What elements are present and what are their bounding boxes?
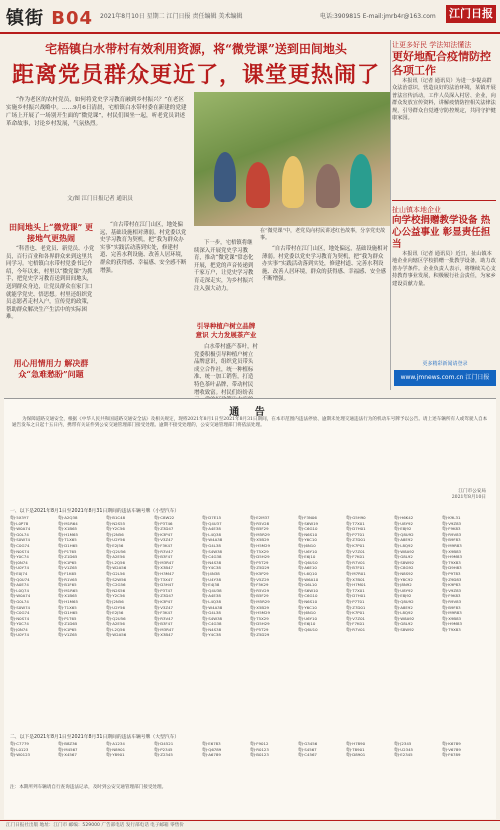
plate-entry: 粤J·D8901 — [346, 752, 366, 758]
plate-entry: 粤J·N4S38 — [202, 626, 222, 632]
plate-entry: 粤J·J0N74 — [10, 626, 28, 632]
plate-entry: 粤J·V3Z47 — [154, 537, 174, 543]
plate-entry: 粤J·T7X01 — [346, 587, 365, 593]
plate-entry: 粤J·C7779 — [10, 741, 29, 746]
plate-entry: 粤J·R7V01 — [346, 626, 366, 632]
plate-entry: 粤J·H3M47 — [154, 570, 174, 576]
plate-entry: 粤J·X1B65 — [58, 526, 78, 532]
plate-entry: 粤J·G4L38 — [202, 542, 221, 548]
article-lead: “作为老区的农村党员，如何将党史学习教育融到乡村振兴？”在老区实施乡村振兴战略中。……9月6日清晨，宅梧镇白水带村委在新建的党建广场上开展了一场别开生面的“微党课”，村民们围坐一起，听老党员讲述革命故事，讨论乡村发展，气氛热烈。 — [6, 97, 187, 127]
plate-entry: 粤J·T8901 — [346, 746, 365, 752]
plate-entry: 粤J·M5R29 — [250, 531, 270, 537]
plate-entry: 粤J·L8Q92 — [394, 542, 413, 548]
sidebar-title-1: 更好地配合疫情防控各项工作 — [392, 50, 491, 77]
plate-entry: 粤J·X4567 — [58, 752, 77, 758]
plate-grid-1 — [10, 515, 490, 638]
plate-entry: 粤J·G3456 — [298, 741, 318, 746]
header-contact: 电话:3909815 E-mail:jmrb4r@163.com — [320, 13, 436, 20]
plate-entry: 粤J·U2345 — [394, 746, 414, 752]
plate-entry: 粤J·A6789 — [202, 752, 221, 758]
notice-title: 通 告 — [229, 407, 271, 418]
plate-entry: 粤J·Z1D65 — [58, 554, 78, 560]
plate-entry: 粤J·L4Q38 — [202, 598, 221, 604]
plate-entry: 粤J·H1M65 — [58, 598, 78, 604]
plate-entry: 粤J·W0123 — [10, 752, 31, 758]
plate-entry: 粤J·P5T29 — [250, 626, 269, 632]
plate-entry: 粤J·W4A38 — [202, 604, 223, 610]
plate-entry: 粤J·P3T47 — [154, 587, 173, 593]
plate-entry: 粤J·U0Y74 — [10, 632, 29, 638]
plate-entry: 粤J·N0S74 — [10, 615, 30, 621]
plate-entry: 粤J·R5V28 — [250, 520, 270, 526]
plate-entry: 粤J·G0L74 — [10, 531, 29, 537]
plate-entry: 粤J·Z5D29 — [250, 565, 270, 571]
plate-entry: 粤J·S4W38 — [202, 548, 223, 554]
plate-entry: 粤J·R5V29 — [250, 587, 270, 593]
plate-entry: 粤J·R3V47 — [154, 615, 174, 621]
sidebar-body-2: 本报讯（记者 通讯员）近日，扯山镇本地企业向辖区学校捐赠一批教学设备，助力改善办学条件。企业负责人表示，将继续关心支持教育事业发展，积极履行社会责任，为家乡建设贡献力量。 — [392, 251, 496, 287]
plate-entry: 粤J·D7H01 — [346, 526, 366, 532]
header-meta: 2021年8月10日 星期二 江门日报 责任编辑 美术编辑 — [100, 13, 243, 20]
plate-entry: 粤J·D9H83 — [442, 565, 462, 571]
plate-entry: 粤J·E0J74 — [10, 570, 28, 576]
plate-grid-2 — [10, 741, 490, 758]
plate-entry: 粤J·P7T01 — [346, 531, 365, 537]
plate-entry: 粤J·M3R47 — [154, 626, 174, 632]
plate-entry: 粤J·S6W10 — [298, 587, 319, 593]
plate-entry: 粤J·Y6C10 — [298, 604, 317, 610]
plate-entry: 粤J·Y0C74 — [10, 554, 29, 560]
plate-entry: 粤J·X5B29 — [250, 537, 270, 543]
plate-entry: 粤J·C4G38 — [202, 621, 222, 627]
plate-entry: 粤J·A2Q38 — [58, 515, 78, 520]
plate-entry: 粤J·W8A92 — [394, 548, 415, 554]
plate-entry: 粤J·H9M83 — [442, 621, 462, 627]
plate-entry: 粤J·U0Y74 — [10, 565, 29, 571]
plate-entry: 粤J·H1M65 — [58, 531, 78, 537]
sidebar-divider — [392, 200, 496, 201]
sidebar-body-1: 本报讯（记者 通讯员）为进一步提高群众法治意识，营造良好的法治环境，某镇开展普法宣传活动，工作人员深入村居、企业，向群众发放宣传资料，讲解疫情防控相关法律法规，引导群众自觉遵守防控规定，共同守护健康家园。 — [392, 78, 496, 122]
plate-entry: 粤J·W2A56 — [106, 565, 127, 571]
plate-entry: 粤J·R0123 — [250, 746, 269, 752]
plate-entry: 粤J·F1K65 — [58, 570, 77, 576]
plate-entry: 粤J·E8J92 — [394, 593, 412, 599]
plate-entry: 粤J·A4E38 — [202, 593, 221, 599]
plate-entry: 粤J·Y4C38 — [202, 565, 221, 571]
plate-entry: 粤J·X3B47 — [154, 565, 174, 571]
plate-entry: 粤J·Q4U37 — [202, 520, 222, 526]
plate-entry: 粤J·M4567 — [58, 746, 78, 752]
plate-entry: 粤J·Y8901 — [106, 752, 125, 758]
page-header — [0, 0, 500, 34]
plate-entry: 粤J·G4L38 — [202, 610, 221, 616]
plate-entry: 粤J·T5X29 — [250, 548, 269, 554]
plate-entry: 粤J·D7H01 — [346, 593, 366, 599]
plate-entry: 粤J·L8Q92 — [394, 610, 413, 616]
plate-entry: 粤J·C8G92 — [394, 565, 414, 571]
plate-entry: 粤J·Y8C92 — [394, 576, 413, 582]
notice-date: 2021年8月10日 — [451, 495, 486, 500]
plate-entry: 粤J·Z7D01 — [346, 604, 366, 610]
notice-body: 为保障道路交通安全，根据《中华人民共和国道路交通安全法》及相关规定，现将2021年8月1日至2021年8月31日期间，在本市范围内违法停放、逾期未处理交通违法行为的机动车号牌予以公告。请上述车辆所有人或驾驶人自本通告发布之日起十五日内，携带有关证件到公安交通管理部门接受处理。逾期不接受处理的，公安交通管理部门将依法处理。 — [12, 417, 488, 429]
plate-entry: 粤J·S2W56 — [106, 576, 127, 582]
plate-entry: 粤J·V1Z65 — [58, 565, 78, 571]
plate-entry: 粤J·F7K01 — [346, 554, 365, 560]
plate-entry: 粤J·X9B83 — [442, 615, 462, 621]
plate-entry: 粤J·X9B83 — [442, 548, 462, 554]
sidebar-title-2: 向学校捐赠教学设备 热心公益事业 彰显责任担当 — [392, 215, 491, 250]
plate-entry: 粤J·K9L31 — [442, 515, 461, 520]
plate-entry: 粤J·F3N06 — [298, 515, 317, 520]
plate-entry: 粤J·K5P29 — [250, 570, 269, 576]
plate-entry: 粤J·J2345 — [394, 741, 412, 746]
plate-entry: 粤J·K1P65 — [58, 559, 77, 565]
plate-entry: 粤J·T1X65 — [58, 604, 77, 610]
plate-entry: 粤J·F5K29 — [250, 582, 269, 588]
plate-entry: 粤J·H9M83 — [442, 554, 462, 560]
plate-entry: 粤J·V9Z83 — [442, 520, 462, 526]
article-col-3: 下一步，宅梧镇将继续深入开展党史学习教育，推动“微党课”常态化开展，把党的声音传递到千家万户，让党史学习教育走深走实，为乡村振兴注入强大动力。 — [194, 240, 254, 292]
plate-entry: 粤J·S4W38 — [202, 615, 223, 621]
plate-entry: 粤J·E6J10 — [298, 554, 316, 560]
plate-entry: 粤J·R9V83 — [442, 531, 462, 537]
plate-entry: 粤J·Z5D29 — [250, 632, 270, 638]
plate-entry: 粤J·J2N56 — [106, 598, 124, 604]
plate-entry: 粤J·B7F01 — [346, 565, 365, 571]
plate-entry: 粤J·D4521 — [154, 741, 174, 746]
plate-entry: 粤J·R9V83 — [442, 598, 462, 604]
article-headline: 距离党员群众更近了，课堂更热闹了 — [11, 62, 380, 88]
plate-group-2-label: 二、以下是2021年8月1日至2021年8月31日期间的违法车辆号牌（大型汽车） — [10, 735, 180, 740]
plate-entry: 粤J·Y4C38 — [202, 632, 221, 638]
plate-entry: 粤J·Q6789 — [202, 746, 222, 752]
plate-entry: 粤J·F3K47 — [154, 542, 173, 548]
plate-entry: 粤J·E6783 — [202, 741, 221, 746]
plate-entry: 粤J·A4E38 — [202, 526, 221, 532]
plate-entry: 粤J·B9F83 — [442, 604, 461, 610]
plate-entry: 粤J·A6E10 — [298, 565, 317, 571]
plate-entry: 粤J·Q2U56 — [106, 615, 126, 621]
plate-entry: 粤J·Q8U92 — [394, 531, 414, 537]
article-byline: 文/图 江门日报记者 通讯员 — [67, 196, 133, 202]
plate-entry: 粤J·X3B47 — [154, 632, 174, 638]
plate-entry: 粤J·U6Y10 — [298, 615, 317, 621]
plate-entry: 粤J·E2J56 — [106, 542, 124, 548]
plate-entry: 粤J·A2E56 — [106, 554, 125, 560]
plate-entry: 粤J·E4J38 — [202, 582, 220, 588]
plate-entry: 粤J·C4G38 — [202, 554, 222, 560]
plate-entry: 粤J·B1C48 — [106, 515, 126, 520]
plate-entry: 粤J·G6L10 — [298, 582, 317, 588]
plate-entry: 粤J·Y2C56 — [106, 526, 125, 532]
plate-entry: 粤J·X5B29 — [250, 604, 270, 610]
plate-entry: 粤J·W2A56 — [106, 632, 127, 638]
plate-entry: 粤J·5X3Y7 — [10, 515, 29, 520]
plate-entry: 粤J·Z7D01 — [346, 537, 366, 543]
plate-entry: 粤J·T9X83 — [442, 626, 461, 632]
plate-entry: 粤J·N6S10 — [298, 531, 318, 537]
banner-caption: 更多精彩新闻请登录 — [422, 361, 468, 367]
plate-entry: 粤J·P2345 — [154, 746, 173, 752]
plate-entry: 粤J·C0G74 — [10, 610, 30, 616]
plate-entry: 粤J·W4A38 — [202, 537, 223, 543]
plate-entry: 粤J·R7V01 — [346, 559, 366, 565]
plate-entry: 粤J·L0123 — [10, 746, 29, 752]
plate-entry: 粤J·P3T46 — [154, 520, 173, 526]
plate-entry: 粤J·C6G10 — [298, 526, 318, 532]
plate-entry: 粤J·P7T01 — [346, 598, 365, 604]
plate-group-1-label: 一、以下是2021年8月1日至2021年8月31日期间的违法车辆号牌（小型汽车） — [10, 509, 180, 514]
plate-entry: 粤J·W6A10 — [298, 576, 319, 582]
plate-entry: 粤J·N8901 — [106, 746, 126, 752]
plate-entry: 粤J·K9P83 — [442, 582, 461, 588]
plate-entry: 粤J·M1R65 — [58, 587, 78, 593]
plate-entry: 粤J·U2Y56 — [106, 537, 125, 543]
column-rule — [390, 40, 391, 390]
plate-entry: 粤J·D5H29 — [250, 621, 270, 627]
plate-entry: 粤J·B3F47 — [154, 621, 173, 627]
plate-entry: 粤J·V3Z47 — [154, 604, 174, 610]
plate-entry: 粤J·S8W92 — [394, 559, 415, 565]
plate-entry: 粤J·B0123 — [250, 752, 269, 758]
plate-entry: 粤J·D1H65 — [58, 542, 78, 548]
plate-entry: 粤J·B9F83 — [442, 537, 461, 543]
plate-entry: 粤J·Z2345 — [154, 752, 173, 758]
plate-entry: 粤J·J6N10 — [298, 610, 316, 616]
masthead-logo: 江门日报 — [446, 5, 496, 23]
plate-entry: 粤J·W0A74 — [10, 593, 31, 599]
plate-entry: 粤J·U4Y38 — [202, 576, 221, 582]
plate-entry: 粤J·T7X01 — [346, 520, 365, 526]
plate-entry: 粤J·V1Z65 — [58, 632, 78, 638]
plate-entry: 粤J·G5H90 — [346, 515, 366, 520]
plate-entry: 粤J·Z1D65 — [58, 621, 78, 627]
plate-entry: 粤J·F9K83 — [442, 593, 461, 599]
plate-entry: 粤J·V7Z01 — [346, 548, 366, 554]
plate-entry: 粤J·B5F29 — [250, 593, 269, 599]
plate-entry: 粤J·Q6U10 — [298, 626, 318, 632]
plate-entry: 粤J·K3P47 — [154, 598, 173, 604]
plate-entry: 粤J·Y2C56 — [106, 593, 125, 599]
sidebar-kicker-1: 让更多好民 学法知法懂法 — [392, 41, 472, 49]
plate-entry: 粤J·K6789 — [442, 741, 461, 746]
plate-entry: 粤J·J2N56 — [106, 531, 124, 537]
page-footer: 江门日报社出版 地址：江门市 邮编：529000 广告部电话 发行部电话 电子邮箱 零售价 — [0, 820, 500, 830]
plate-entry: 粤J·E2J56 — [106, 610, 124, 616]
plate-entry: 粤J·B3F47 — [154, 554, 173, 560]
plate-entry: 粤J·N4S38 — [202, 559, 222, 565]
plate-entry: 粤J·N2S55 — [106, 520, 126, 526]
plate-entry: 粤J·Z3D47 — [154, 593, 174, 599]
plate-entry: 粤J·L2Q56 — [106, 626, 125, 632]
plate-entry: 粤J·L0P78 — [10, 520, 29, 526]
plate-entry: 粤J·H7890 — [346, 741, 366, 746]
plate-entry: 粤J·F9K83 — [442, 526, 461, 532]
plate-entry: 粤J·T9X83 — [442, 559, 461, 565]
plate-entry: 粤J·A0E74 — [10, 582, 29, 588]
notice-signature — [452, 489, 486, 501]
article-photo — [194, 92, 390, 226]
plate-entry: 粤J·J0N74 — [10, 559, 28, 565]
notice-footnote: 注：本期所列车辆请自行查询违法记录，及时到公安交通管理部门接受处理。 — [10, 785, 167, 790]
plate-entry: 粤J·K1P65 — [58, 626, 77, 632]
plate-entry: 粤J·H7M01 — [346, 582, 366, 588]
plate-entry: 粤J·J8N92 — [394, 582, 412, 588]
plate-entry: 粤J·D1H65 — [58, 610, 78, 616]
plate-entry: 粤J·D5H29 — [250, 554, 270, 560]
plate-entry: 粤J·A1234 — [106, 741, 125, 746]
article-col-2: “自古带村在江门山区，地处偏远，基础设施相对薄弱。村党委以党史学习教育为契机，把“我为群众办实事”实践活动落到实处，修建村道、完善水利设施、改善人居环境，群众的获得感、幸福感、安全感不断增强。 — [100, 222, 187, 274]
plate-entry: 粤J·G2L56 — [106, 570, 125, 576]
plate-entry: 粤J·A8E92 — [394, 537, 413, 543]
plate-entry: 粤J·Q6U10 — [298, 559, 318, 565]
sidebar — [392, 40, 496, 400]
plate-entry: 粤J·B1F65 — [58, 582, 77, 588]
plate-entry: 粤J·C2G56 — [106, 582, 126, 588]
plate-entry: 粤J·P9T83 — [442, 570, 461, 576]
plate-entry: 粤J·L6Q10 — [298, 570, 317, 576]
plate-entry: 粤J·N8S92 — [394, 570, 414, 576]
plate-entry: 粤J·F3K47 — [154, 610, 173, 616]
section-prefix: 镇街 — [6, 8, 44, 29]
plate-entry: 粤J·P1T65 — [58, 615, 77, 621]
plate-entry: 粤J·C8W22 — [154, 515, 175, 520]
plate-entry: 粤J·B8Z36 — [58, 741, 78, 746]
plate-entry: 粤J·E2M37 — [250, 515, 270, 520]
article-col-5: “自古带村在江门山区，地处偏远，基础设施相对薄弱。村党委以党史学习教育为契机，把“我为群众办实事”实践活动落到实处，修建村道、完善水利设施、改善人居环境，群众的获得感、幸福感、安全感不断增强。 — [262, 246, 388, 283]
plate-entry: 粤J·F6789 — [442, 752, 461, 758]
plate-entry: 粤J·S4567 — [298, 746, 317, 752]
plate-entry: 粤J·D3H47 — [154, 582, 174, 588]
plate-entry: 粤J·U6Y10 — [298, 548, 317, 554]
plate-entry: 粤J·K3P47 — [154, 531, 173, 537]
subhead-2: 用心用情用力 解决群众“急难愁盼”问题 — [13, 358, 89, 379]
plate-entry: 粤J·N2S56 — [106, 587, 126, 593]
plate-entry: 粤J·C4567 — [298, 752, 317, 758]
plate-entry: 粤J·R1V65 — [58, 576, 78, 582]
plate-entry: 粤J·R3V47 — [154, 548, 174, 554]
plate-entry: 粤J·V5Z29 — [250, 576, 270, 582]
plate-entry: 粤J·W8A92 — [394, 615, 415, 621]
plate-entry: 粤J·S6W19 — [298, 520, 319, 526]
plate-entry: 粤J·Q2U56 — [106, 548, 126, 554]
plate-entry: 粤J·J4N38 — [202, 570, 220, 576]
plate-entry: 粤J·G8L92 — [394, 554, 413, 560]
plate-entry: 粤J·S0W74 — [10, 537, 31, 543]
plate-entry: 粤J·N0S74 — [10, 548, 30, 554]
plate-entry: 粤J·A8E92 — [394, 604, 413, 610]
plate-entry: 粤J·Y0C74 — [10, 621, 29, 627]
plate-entry: 粤J·Q4U38 — [202, 587, 222, 593]
plate-entry: 粤J·P5T29 — [250, 559, 269, 565]
plate-entry: 粤J·X1B65 — [58, 593, 78, 599]
plate-entry: 粤J·S8W92 — [394, 626, 415, 632]
plate-entry: 粤J·M7R01 — [346, 570, 366, 576]
plate-entry: 粤J·C0G74 — [10, 542, 30, 548]
plate-entry: 粤J·F9012 — [250, 741, 269, 746]
sidebar-kicker-2: 扯山镇本地企业 — [392, 206, 441, 214]
subhead-1: 田间地头上“微党课” 更接地气更热闹 — [9, 222, 93, 243]
plate-entry: 粤J·F7K01 — [346, 621, 365, 627]
plate-entry: 粤J·W0A74 — [10, 526, 31, 532]
subhead-3: 引导种植户树立品牌意识 大力发展茶产业 — [195, 322, 257, 339]
plate-entry: 粤J·M1R64 — [58, 520, 78, 526]
traffic-notice — [4, 398, 496, 819]
article-col-4: 白水带村盛产茶叶，村党委积极引导种植户树立品牌意识，组织党员带头成立合作社，统一种植标准、统一加工销售，打造特色茶叶品牌，带动村民增收致富。村民们纷纷表 — [194, 344, 258, 396]
plate-entry: 粤J·E2345 — [394, 752, 413, 758]
notice-issuer: 江门市公安局 — [458, 489, 486, 494]
plate-entry: 粤J·M9R83 — [442, 610, 462, 616]
website-banner[interactable]: www.jmnews.com.cn 江门日报 — [394, 370, 496, 386]
plate-entry: 粤J·Q8U92 — [394, 598, 414, 604]
plate-entry: 粤J·H6K42 — [394, 515, 414, 520]
plate-entry: 粤J·Z9D83 — [442, 576, 462, 582]
plate-entry: 粤J·N6S10 — [298, 598, 318, 604]
plate-entry: 粤J·K7P01 — [346, 542, 365, 548]
photo-caption: 在“微党课”中，老党员向村民讲述红色故事，分享党史故事。 — [260, 228, 386, 241]
article-kicker: 宅梧镇白水带村有效利用资源，将“微党课”送到田间地头 — [45, 42, 347, 56]
plate-entry: 粤J·E8J92 — [394, 526, 412, 532]
plate-entry: 粤J·Q0U74 — [10, 576, 30, 582]
plate-entry: 粤J·V9Z83 — [442, 587, 462, 593]
plate-entry: 粤J·A2E56 — [106, 621, 125, 627]
plate-entry: 粤J·X7B01 — [346, 576, 366, 582]
plate-entry: 粤J·T1X65 — [58, 537, 77, 543]
plate-entry: 粤J·B5F29 — [250, 526, 269, 532]
plate-entry: 粤J·P1T65 — [58, 548, 77, 554]
section-label — [6, 4, 93, 30]
plate-entry: 粤J·H5M29 — [250, 610, 270, 616]
plate-entry: 粤J·U8Y92 — [394, 520, 413, 526]
plate-entry: 粤J·V7Z01 — [346, 615, 366, 621]
plate-entry: 粤J·L0Q74 — [10, 587, 29, 593]
plate-entry: 粤J·T3X47 — [154, 576, 173, 582]
plate-entry: 粤J·M9R83 — [442, 542, 462, 548]
plate-entry: 粤J·L4Q38 — [202, 531, 221, 537]
plate-entry: 粤J·D7E15 — [202, 515, 222, 520]
plate-entry: 粤J·Z3D47 — [154, 526, 174, 532]
plate-entry: 粤J·K7P01 — [346, 610, 365, 616]
plate-entry: 粤J·S0W74 — [10, 604, 31, 610]
plate-entry: 粤J·E6J10 — [298, 621, 316, 627]
plate-entry: 粤J·T5X29 — [250, 615, 269, 621]
article-col-1: “科普也、老党员、新党员、小党员，百行百业和各界群众来到这里共同学习。宅梧镇白水带村党委书记介绍，今年以来，村里以“微党课”为抓手，把党史学习教育送到田间地头，送到群众身边，让党员群众在家门口就能学党史、悟思想。村里还组织党员志愿者走村入户，宣传党的政策，帮助群众解决生产生活中的实际困难。 — [6, 246, 95, 321]
plate-entry: 粤J·V6789 — [442, 746, 461, 752]
plate-entry: 粤J·M5R29 — [250, 598, 270, 604]
plate-entry: 粤J·L2Q56 — [106, 559, 125, 565]
section-code: B04 — [51, 8, 94, 29]
plate-entry: 粤J·J6N10 — [298, 542, 316, 548]
plate-entry: 粤J·Y6C10 — [298, 537, 317, 543]
plate-entry: 粤J·G8L92 — [394, 621, 413, 627]
plate-entry: 粤J·U2Y56 — [106, 604, 125, 610]
plate-entry: 粤J·H5M29 — [250, 542, 270, 548]
plate-entry: 粤J·C6G10 — [298, 593, 318, 599]
plate-entry: 粤J·M3R47 — [154, 559, 174, 565]
plate-entry: 粤J·G0L74 — [10, 598, 29, 604]
plate-entry: 粤J·U8Y92 — [394, 587, 413, 593]
